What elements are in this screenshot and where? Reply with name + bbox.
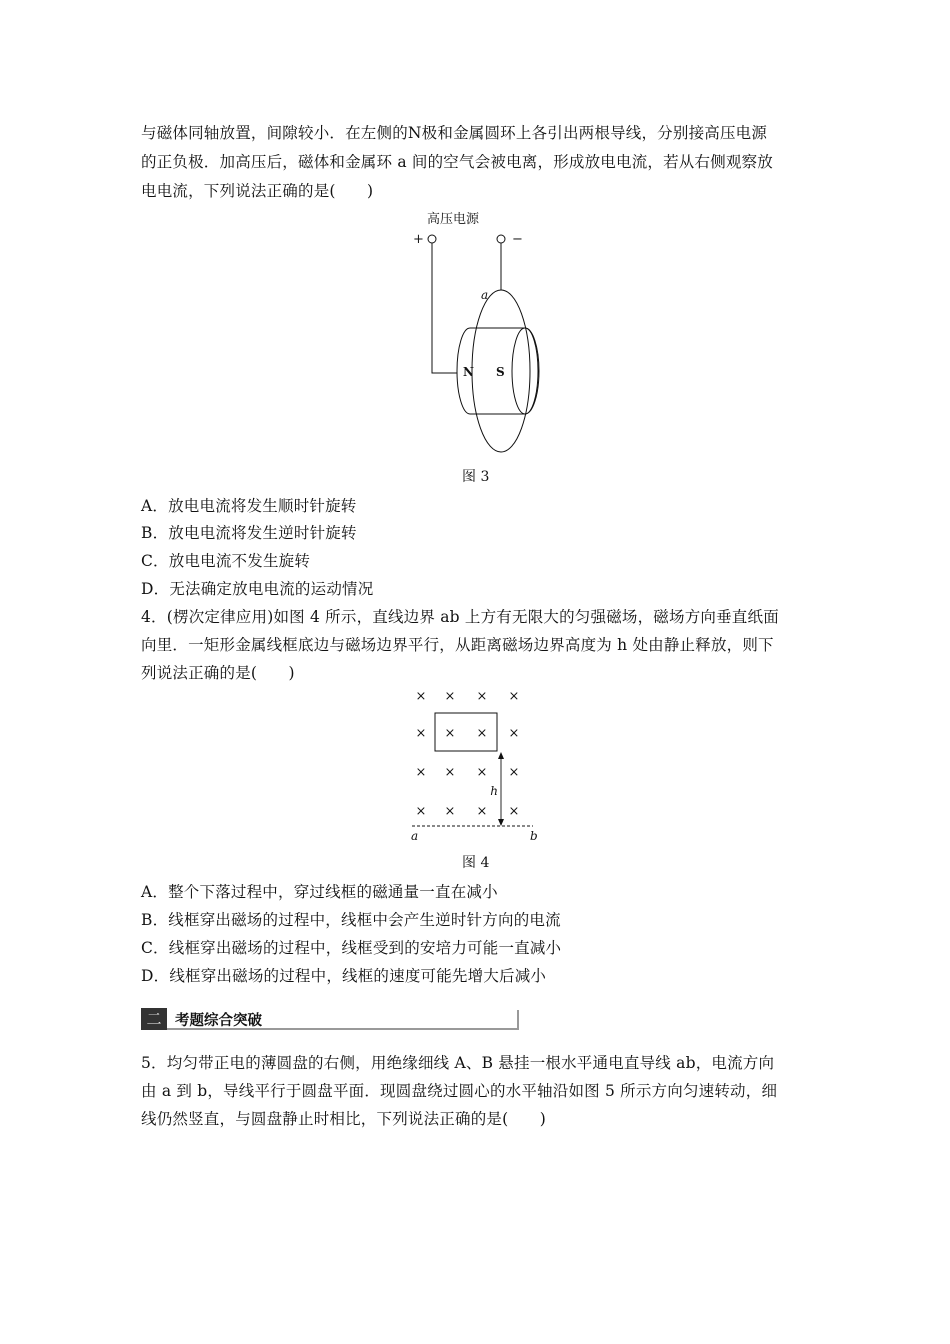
q5-stem-line-1: 5．均匀带正电的薄圆盘的右侧，用绝缘细线 A、B 悬挂一根水平通电直导线 ab，电流方向: [141, 1054, 775, 1072]
fig4-field-marks: [416, 689, 520, 819]
field-mark: ×: [508, 765, 520, 780]
q4-option-d: D．线框穿出磁场的过程中，线框的速度可能先增大后减小: [141, 967, 547, 985]
field-mark: ×: [444, 804, 456, 819]
field-mark: ×: [444, 689, 456, 704]
q3-option-d: D．无法确定放电电流的运动情况: [141, 580, 374, 598]
fig4-arrow-head-down: [498, 819, 504, 826]
q3-stem-line-1: 与磁体同轴放置，间隙较小．在左侧的N极和金属圆环上各引出两根导线，分别接高压电源: [141, 124, 768, 142]
q5-stem-line-2: 由 a 到 b，导线平行于圆盘平面．现圆盘绕过圆心的水平轴沿如图 5 所示方向匀速转动，细: [141, 1082, 778, 1100]
field-mark: ×: [415, 689, 427, 704]
q3-option-c: C．放电电流不发生旋转: [141, 552, 311, 570]
fig4-label-a: a: [411, 829, 419, 843]
fig4-label-b: b: [530, 829, 538, 843]
fig3-minus-sign: −: [512, 232, 523, 247]
figure-3-caption: 图 3: [462, 469, 490, 485]
section-header: [141, 1008, 519, 1030]
figure-4-diagram: [400, 683, 550, 848]
q3-stem-line-2: 的正负极．加高压后，磁体和金属环 a 间的空气会被电离，形成放电电流，若从右侧观察放: [141, 153, 773, 171]
field-mark: ×: [476, 689, 488, 704]
figure-4-caption: 图 4: [462, 855, 490, 871]
fig3-negative-terminal: [497, 235, 505, 243]
fig3-pole-n: N: [463, 365, 474, 379]
fig4-height-label: h: [490, 784, 498, 798]
q4-stem-line-2: 向里．一矩形金属线框底边与磁场边界平行，从距离磁场边界高度为 h 处由静止释放，则下: [141, 636, 774, 654]
fig3-plus-sign: +: [413, 232, 424, 247]
q4-stem-line-3: 列说法正确的是( ): [141, 664, 295, 682]
section-title: 考题综合突破: [175, 1013, 262, 1029]
q4-stem-line-1: 4．(楞次定律应用)如图 4 所示，直线边界 ab 上方有无限大的匀强磁场，磁场方向垂直纸面: [141, 608, 779, 626]
fig3-positive-terminal: [428, 235, 436, 243]
q4-option-a: A．整个下落过程中，穿过线框的磁通量一直在减小: [141, 883, 498, 901]
field-mark: ×: [508, 804, 520, 819]
field-mark: ×: [508, 689, 520, 704]
field-mark: ×: [415, 726, 427, 741]
field-mark: ×: [476, 765, 488, 780]
field-mark: ×: [508, 726, 520, 741]
field-mark: ×: [415, 765, 427, 780]
fig4-arrow-head-up: [498, 752, 504, 759]
section-number: 二: [141, 1008, 167, 1030]
section-underline: [167, 1028, 519, 1030]
fig3-source-label: 高压电源: [426, 212, 480, 227]
q4-option-c: C．线框穿出磁场的过程中，线框受到的安培力可能一直减小: [141, 939, 562, 957]
field-mark: ×: [476, 726, 488, 741]
fig3-wire-positive: [432, 243, 460, 373]
q4-option-b: B．线框穿出磁场的过程中，线框中会产生逆时针方向的电流: [141, 911, 561, 929]
fig3-magnet-right-face: [512, 328, 538, 414]
q3-option-a: A．放电电流将发生顺时针旋转: [141, 497, 357, 515]
field-mark: ×: [444, 726, 456, 741]
fig3-ring-label: a: [481, 288, 489, 302]
q5-stem-line-3: 线仍然竖直，与圆盘静止时相比，下列说法正确的是( ): [141, 1110, 546, 1128]
field-mark: ×: [415, 804, 427, 819]
section-end-cap: [517, 1010, 519, 1030]
figure-3-diagram: [400, 205, 560, 465]
field-mark: ×: [444, 765, 456, 780]
fig3-pole-s: S: [496, 365, 505, 379]
q3-option-b: B．放电电流将发生逆时针旋转: [141, 524, 357, 542]
q3-stem-line-3: 电电流，下列说法正确的是( ): [141, 182, 374, 200]
field-mark: ×: [476, 804, 488, 819]
